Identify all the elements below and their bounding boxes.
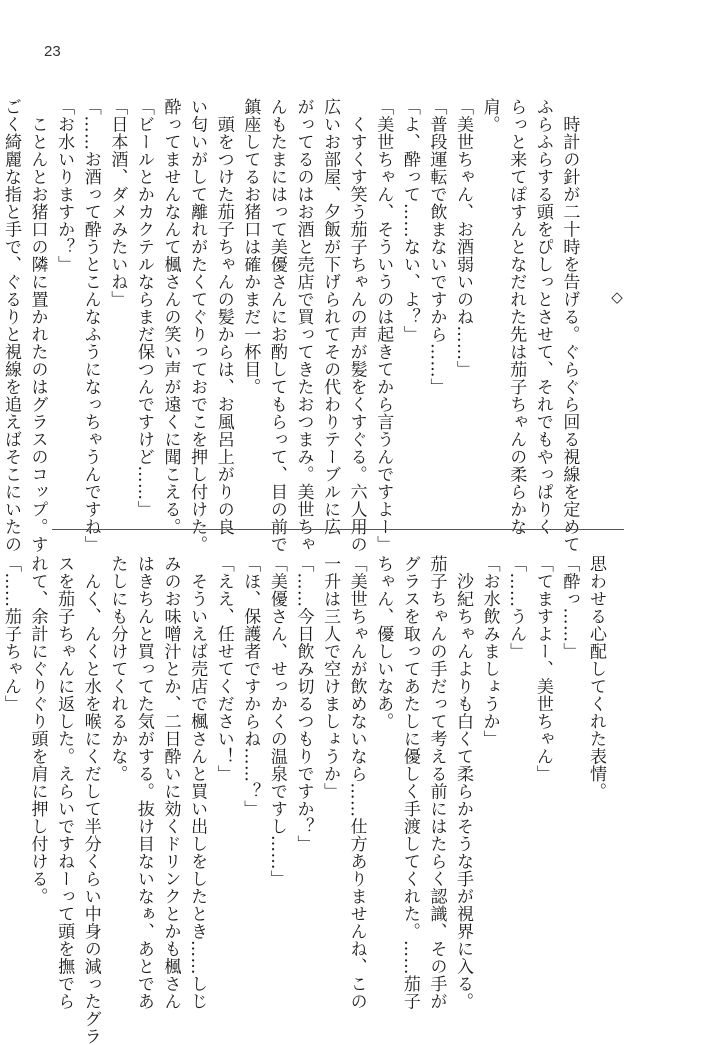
scene-break-mark: ◇ bbox=[608, 288, 626, 306]
text-column: くすくす笑う茄子ちゃんの声が髪をくすぐる。六人用の bbox=[346, 98, 367, 553]
text-column: 「ええ、任せてください！」 bbox=[213, 555, 234, 783]
text-column: グラスを取ってあたしに優しく手渡してくれた。……茄子 bbox=[399, 555, 420, 1010]
text-column: らっと来てぽすんとなだれた先は茄子ちゃんの柔らかな bbox=[506, 98, 527, 536]
text-column: 「……お酒って酔うとこんなふうになっちゃうんですね」 bbox=[80, 98, 101, 553]
text-column: スを茄子ちゃんに返した。えらいですねーって頭を撫でら bbox=[54, 555, 75, 1010]
text-column: 酔ってませんなんて楓さんの笑い声が遠くに聞こえる。 bbox=[160, 98, 181, 536]
text-column: みのお味噌汁とか、二日酔いに効くドリンクとかも楓さん bbox=[160, 555, 181, 1010]
text-column: んもたまにはって美優さんにお酌してもらって、目の前で bbox=[266, 98, 287, 553]
text-column: 時計の針が二十時を告げる。ぐらぐら回る視線を定めて bbox=[559, 98, 580, 553]
text-column: 沙紀ちゃんよりも白くて柔らかそうな手が視界に入る。 bbox=[453, 555, 474, 1010]
text-column: い匂いがして離れがたくてぐりっておでこを押し付けた。 bbox=[187, 98, 208, 553]
text-column: 「……今日飲み切るつもりですか？」 bbox=[293, 555, 314, 853]
text-column: 「美世ちゃん、そういうのは起きてから言うんですよー」 bbox=[373, 98, 394, 553]
top-text-block bbox=[0, 98, 609, 553]
text-column: 「お水いりますか？」 bbox=[54, 98, 75, 273]
text-column: 広いお部屋、夕飯が下げられてその代わりテーブルに広 bbox=[320, 98, 341, 536]
text-column: 「てますよー、美世ちゃん」 bbox=[532, 555, 553, 783]
text-column: 「美世ちゃん、お酒弱いのね……」 bbox=[453, 98, 474, 378]
page-number: 23 bbox=[44, 43, 61, 60]
text-column: 「美優さん、せっかくの温泉ですし……」 bbox=[266, 555, 287, 888]
text-column: ごく綺麗な指と手で、ぐるりと視線を追えばそこにいたの bbox=[0, 98, 21, 553]
text-column: 肩。 bbox=[479, 98, 500, 133]
text-column: 頭をつけた茄子ちゃんの髪からは、お風呂上がりの良 bbox=[213, 98, 234, 536]
text-column: 「普段運転で飲まないですから……」 bbox=[426, 98, 447, 396]
text-column: ちゃん、優しいなあ。 bbox=[373, 555, 394, 730]
section-divider bbox=[52, 529, 624, 530]
text-column: 「……茄子ちゃん」 bbox=[0, 555, 21, 713]
text-column: 「よ、酔って……ない、よ？」 bbox=[399, 98, 420, 343]
text-column: 鎮座してるお猪口は確かまだ一杯目。 bbox=[240, 98, 261, 396]
text-column: はきちんと買ってた気がする。抜け目ないなぁ、あとであ bbox=[133, 555, 154, 1010]
text-column: 思わせる心配してくれた表情。 bbox=[586, 555, 606, 800]
text-column: がってるのはお酒と売店で買ってきたおつまみ。美世ちゃ bbox=[293, 98, 314, 553]
text-column: 「ビールとかカクテルならまだ保つんですけど……」 bbox=[133, 98, 154, 518]
text-column: そういえば売店で楓さんと買い出しをしたとき……しじ bbox=[187, 555, 208, 1010]
text-column: 「ほ、保護者ですからね……？」 bbox=[240, 555, 261, 818]
text-column: れて、余計にぐりぐり頭を肩に押し付ける。 bbox=[27, 555, 48, 905]
text-column: ことんとお猪口の隣に置かれたのはグラスのコップ。す bbox=[27, 98, 48, 553]
text-column: んく、んくと水を喉にくだして半分くらい中身の減ったグラ bbox=[80, 555, 101, 1045]
text-column: 「日本酒、ダメみたいね」 bbox=[107, 98, 128, 308]
bottom-text-block bbox=[0, 555, 609, 1045]
text-column: 一升は三人で空けましょうか」 bbox=[320, 555, 341, 800]
text-column: 「……うん」 bbox=[506, 555, 527, 660]
text-column: ふらふらする頭をぴしっとさせて、それでもやっぱりく bbox=[532, 98, 553, 536]
text-column: 「美世ちゃんが飲めないなら……仕方ありませんね、この bbox=[346, 555, 367, 1010]
text-column: 茄子ちゃんの手だって考える前にはたらく認識、その手が bbox=[426, 555, 447, 1010]
text-column: 「酔っ……」 bbox=[559, 555, 580, 660]
blank-column bbox=[582, 98, 609, 503]
text-column: 「お水飲みましょうか」 bbox=[479, 555, 500, 748]
text-column: たしにも分けてくれるかな。 bbox=[107, 555, 128, 783]
